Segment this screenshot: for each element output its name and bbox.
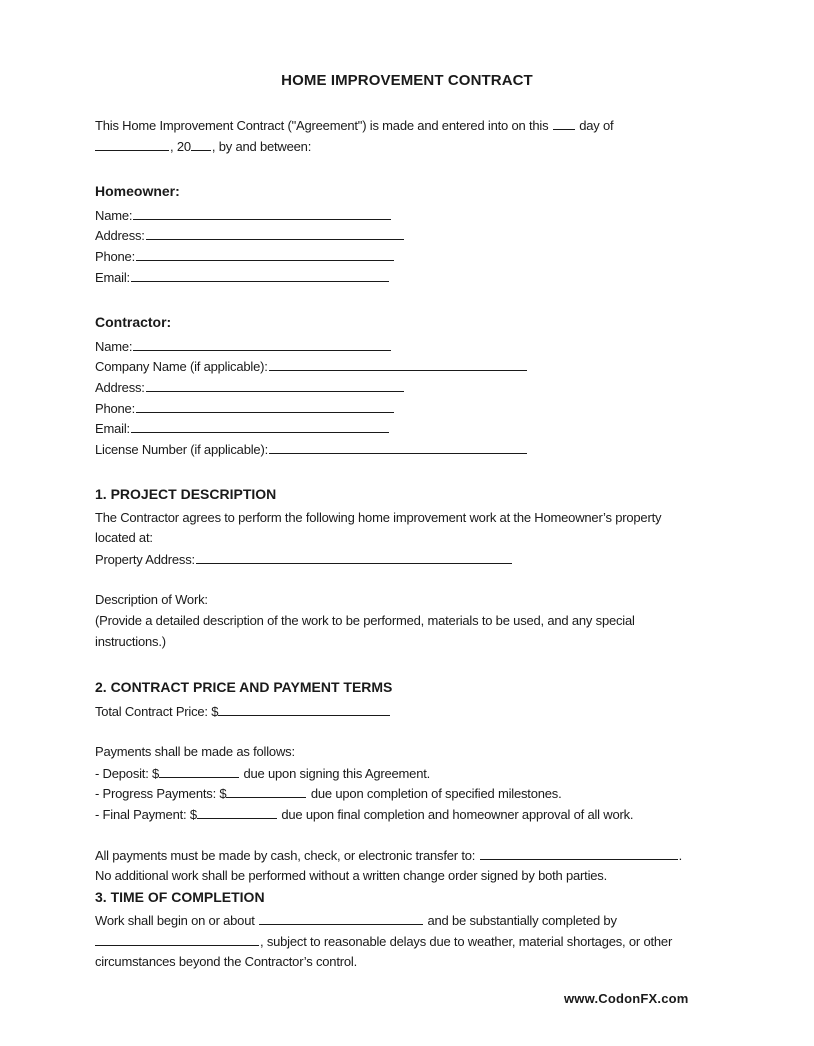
contractor-address-field[interactable] — [146, 379, 404, 392]
homeowner-phone-row — [95, 248, 395, 265]
day-blank[interactable] — [553, 117, 575, 130]
section-2-heading: 2. CONTRACT PRICE AND PAYMENT TERMS — [95, 679, 393, 695]
transfer-row — [95, 847, 682, 864]
intro-text: This Home Improvement Contract ("Agreement") is made and entered into on this — [95, 118, 549, 133]
contractor-name-field[interactable] — [133, 338, 391, 351]
completion-line-3: circumstances beyond the Contractor’s control. — [95, 954, 358, 969]
section-3-heading: 3. TIME OF COMPLETION — [95, 889, 265, 905]
section-1-text-2: located at: — [95, 530, 153, 545]
start-date-field[interactable] — [259, 912, 423, 925]
total-price-label: Total Contract Price: $ — [95, 704, 219, 719]
description-note-2: instructions.) — [95, 634, 166, 649]
transfer-field[interactable] — [480, 847, 678, 860]
intro-line-2 — [95, 138, 311, 155]
homeowner-heading: Homeowner: — [95, 183, 180, 199]
final-payment-field[interactable] — [197, 806, 277, 819]
property-address-field[interactable] — [196, 551, 512, 564]
homeowner-email-label: Email: — [95, 270, 130, 285]
contractor-company-field[interactable] — [269, 358, 527, 371]
homeowner-email-field[interactable] — [131, 269, 389, 282]
contractor-email-label: Email: — [95, 421, 130, 436]
contractor-license-row — [95, 441, 528, 458]
section-1-heading: 1. PROJECT DESCRIPTION — [95, 486, 277, 502]
contractor-name-row — [95, 338, 392, 355]
contractor-address-row — [95, 379, 405, 396]
contractor-email-row — [95, 420, 390, 437]
completion-delays-text: , subject to reasonable delays due to weather, material shortages, or other — [260, 934, 673, 949]
deposit-label: - Deposit: $ — [95, 766, 160, 781]
homeowner-name-row — [95, 207, 392, 224]
transfer-period: . — [678, 848, 683, 863]
completion-line-1 — [95, 912, 617, 929]
description-note-1: (Provide a detailed description of the work to be performed, materials to be used, and any special — [95, 613, 635, 628]
completion-line-2 — [95, 933, 672, 950]
final-payment-row — [95, 806, 633, 823]
homeowner-phone-label: Phone: — [95, 249, 136, 264]
homeowner-phone-field[interactable] — [136, 248, 394, 261]
description-label: Description of Work: — [95, 592, 208, 607]
homeowner-address-row — [95, 227, 405, 244]
homeowner-name-field[interactable] — [133, 207, 391, 220]
progress-payments-field[interactable] — [226, 785, 306, 798]
property-address-label: Property Address: — [95, 552, 195, 567]
contractor-email-field[interactable] — [131, 420, 389, 433]
contractor-address-label: Address: — [95, 380, 145, 395]
deposit-suffix: due upon signing this Agreement. — [243, 766, 431, 781]
property-address-row — [95, 551, 513, 568]
homeowner-address-label: Address: — [95, 228, 145, 243]
contractor-phone-field[interactable] — [136, 400, 394, 413]
payments-intro: Payments shall be made as follows: — [95, 744, 295, 759]
progress-payments-suffix: due upon completion of specified milestones. — [310, 786, 562, 801]
month-blank[interactable] — [95, 138, 169, 151]
intro-day-of: day of — [579, 118, 614, 133]
contractor-license-field[interactable] — [269, 441, 527, 454]
contractor-heading: Contractor: — [95, 314, 172, 330]
progress-payments-label: - Progress Payments: $ — [95, 786, 227, 801]
homeowner-email-row — [95, 269, 390, 286]
deposit-row — [95, 765, 430, 782]
progress-payments-row — [95, 785, 562, 802]
change-order-text: No additional work shall be performed without a written change order signed by both parties. — [95, 868, 608, 883]
completion-end-text: and be substantially completed by — [427, 913, 617, 928]
contractor-phone-label: Phone: — [95, 401, 136, 416]
document-title: HOME IMPROVEMENT CONTRACT — [281, 72, 533, 89]
total-price-field[interactable] — [218, 703, 390, 716]
contractor-company-label: Company Name (if applicable): — [95, 359, 268, 374]
final-payment-label: - Final Payment: $ — [95, 807, 197, 822]
contractor-company-row — [95, 358, 528, 375]
contractor-name-label: Name: — [95, 339, 133, 354]
footer-website: www.CodonFX.com — [564, 991, 689, 1006]
intro-between: , by and between: — [211, 139, 312, 154]
homeowner-name-label: Name: — [95, 208, 133, 223]
deposit-field[interactable] — [159, 765, 239, 778]
year-blank[interactable] — [191, 138, 211, 151]
intro-line-1 — [95, 117, 613, 134]
transfer-text: All payments must be made by cash, check, or electronic transfer to: — [95, 848, 476, 863]
contractor-license-label: License Number (if applicable): — [95, 442, 268, 457]
completion-date-field[interactable] — [95, 933, 259, 946]
intro-year-prefix: , 20 — [170, 139, 191, 154]
section-1-text-1: The Contractor agrees to perform the following home improvement work at the Homeowner’s property — [95, 510, 662, 525]
final-payment-suffix: due upon final completion and homeowner approval of all work. — [281, 807, 634, 822]
completion-begin-text: Work shall begin on or about — [95, 913, 255, 928]
homeowner-address-field[interactable] — [146, 227, 404, 240]
total-price-row — [95, 703, 391, 720]
contractor-phone-row — [95, 400, 395, 417]
